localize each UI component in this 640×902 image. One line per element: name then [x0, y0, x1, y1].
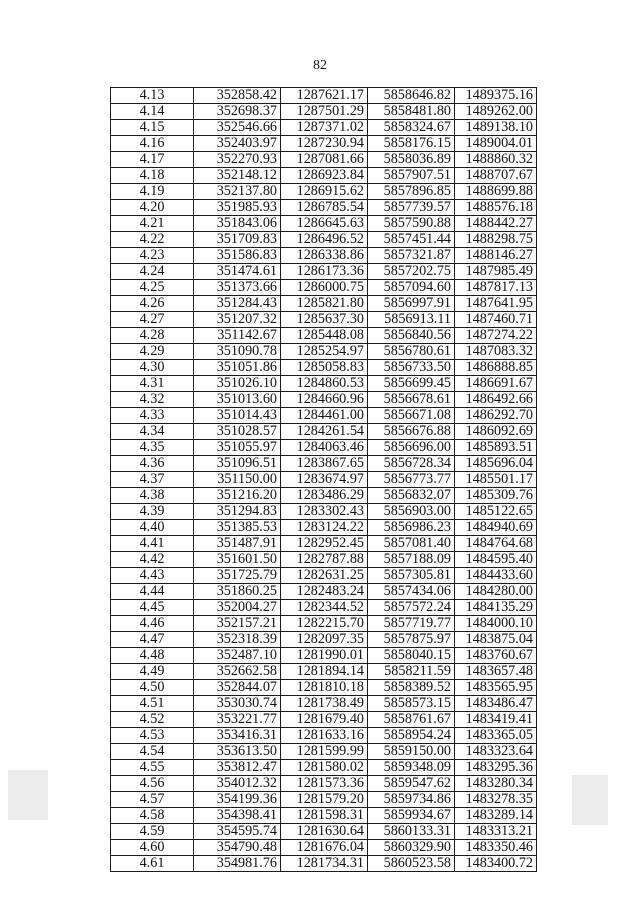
coordinate-cell: 1281579.20 [281, 792, 368, 808]
coordinate-cell: 352844.07 [194, 680, 281, 696]
coordinate-cell: 1484764.68 [455, 536, 537, 552]
coordinate-cell: 5857081.40 [368, 536, 455, 552]
point-id-cell: 4.29 [111, 344, 194, 360]
point-id-cell: 4.55 [111, 760, 194, 776]
point-id-cell: 4.33 [111, 408, 194, 424]
coordinate-cell: 1483657.48 [455, 664, 537, 680]
coordinate-cell: 1286173.36 [281, 264, 368, 280]
point-id-cell: 4.40 [111, 520, 194, 536]
table-row [111, 536, 537, 552]
coordinate-cell: 1287230.94 [281, 136, 368, 152]
coordinate-cell: 351487.91 [194, 536, 281, 552]
table-row [111, 472, 537, 488]
table-row [111, 488, 537, 504]
table-row [111, 248, 537, 264]
table-row [111, 312, 537, 328]
coordinate-cell: 5856997.91 [368, 296, 455, 312]
coordinate-cell: 1485696.04 [455, 456, 537, 472]
coordinate-cell: 1283302.43 [281, 504, 368, 520]
point-id-cell: 4.58 [111, 808, 194, 824]
coordinate-cell: 1283486.29 [281, 488, 368, 504]
coordinate-cell: 351586.83 [194, 248, 281, 264]
coordinate-cell: 352487.10 [194, 648, 281, 664]
coordinate-cell: 1483486.47 [455, 696, 537, 712]
coordinate-cell: 351860.25 [194, 584, 281, 600]
coordinate-cell: 1483280.34 [455, 776, 537, 792]
coordinate-cell: 351026.10 [194, 376, 281, 392]
point-id-cell: 4.60 [111, 840, 194, 856]
table-row [111, 440, 537, 456]
coordinate-cell: 1281599.99 [281, 744, 368, 760]
coordinate-cell: 5856773.77 [368, 472, 455, 488]
table-row [111, 88, 537, 104]
coordinate-cell: 1281676.04 [281, 840, 368, 856]
table-row [111, 744, 537, 760]
table-row [111, 504, 537, 520]
coordinate-cell: 1488298.75 [455, 232, 537, 248]
coordinate-cell: 1286645.63 [281, 216, 368, 232]
coordinate-cell: 5859934.67 [368, 808, 455, 824]
coordinate-cell: 5858573.15 [368, 696, 455, 712]
coordinate-cell: 5857202.75 [368, 264, 455, 280]
coordinate-cell: 1487083.32 [455, 344, 537, 360]
coordinate-cell: 1487274.22 [455, 328, 537, 344]
coordinate-cell: 1287081.66 [281, 152, 368, 168]
point-id-cell: 4.32 [111, 392, 194, 408]
coordinate-table-body [111, 88, 537, 872]
coordinate-cell: 5857875.97 [368, 632, 455, 648]
coordinate-cell: 1486888.85 [455, 360, 537, 376]
point-id-cell: 4.23 [111, 248, 194, 264]
coordinate-cell: 1281679.40 [281, 712, 368, 728]
point-id-cell: 4.31 [111, 376, 194, 392]
coordinate-cell: 5857094.60 [368, 280, 455, 296]
coordinate-cell: 5857590.88 [368, 216, 455, 232]
table-row [111, 520, 537, 536]
coordinate-cell: 1284063.46 [281, 440, 368, 456]
coordinate-cell: 1487985.49 [455, 264, 537, 280]
coordinate-cell: 1284660.96 [281, 392, 368, 408]
coordinate-cell: 351601.50 [194, 552, 281, 568]
coordinate-cell: 352004.27 [194, 600, 281, 616]
coordinate-cell: 1286785.54 [281, 200, 368, 216]
point-id-cell: 4.38 [111, 488, 194, 504]
table-row [111, 632, 537, 648]
coordinate-cell: 1284461.00 [281, 408, 368, 424]
table-row [111, 344, 537, 360]
coordinate-cell: 1487817.13 [455, 280, 537, 296]
point-id-cell: 4.26 [111, 296, 194, 312]
point-id-cell: 4.51 [111, 696, 194, 712]
coordinate-cell: 351090.78 [194, 344, 281, 360]
coordinate-cell: 5857907.51 [368, 168, 455, 184]
coordinate-cell: 1286000.75 [281, 280, 368, 296]
point-id-cell: 4.43 [111, 568, 194, 584]
coordinate-cell: 5858646.82 [368, 88, 455, 104]
coordinate-cell: 351725.79 [194, 568, 281, 584]
point-id-cell: 4.18 [111, 168, 194, 184]
coordinate-cell: 5858481.80 [368, 104, 455, 120]
coordinate-cell: 351028.57 [194, 424, 281, 440]
coordinate-cell: 354595.74 [194, 824, 281, 840]
coordinate-cell: 1483875.04 [455, 632, 537, 648]
coordinate-cell: 1281598.31 [281, 808, 368, 824]
page-number: 82 [313, 58, 327, 73]
coordinate-cell: 1287621.17 [281, 88, 368, 104]
point-id-cell: 4.14 [111, 104, 194, 120]
point-id-cell: 4.61 [111, 856, 194, 872]
coordinate-cell: 352403.97 [194, 136, 281, 152]
table-row [111, 712, 537, 728]
coordinate-cell: 1282344.52 [281, 600, 368, 616]
coordinate-cell: 1282787.88 [281, 552, 368, 568]
coordinate-cell: 5857188.09 [368, 552, 455, 568]
table-row [111, 568, 537, 584]
table-row [111, 392, 537, 408]
coordinate-table [110, 87, 537, 872]
coordinate-cell: 1489262.00 [455, 104, 537, 120]
table-row [111, 136, 537, 152]
coordinate-cell: 352148.12 [194, 168, 281, 184]
coordinate-cell: 5856676.88 [368, 424, 455, 440]
coordinate-cell: 1285821.80 [281, 296, 368, 312]
table-row [111, 376, 537, 392]
coordinate-cell: 1287371.02 [281, 120, 368, 136]
coordinate-cell: 1484135.29 [455, 600, 537, 616]
table-row [111, 456, 537, 472]
point-id-cell: 4.48 [111, 648, 194, 664]
point-id-cell: 4.20 [111, 200, 194, 216]
table-row [111, 152, 537, 168]
coordinate-cell: 5857572.24 [368, 600, 455, 616]
coordinate-cell: 1488442.27 [455, 216, 537, 232]
point-id-cell: 4.47 [111, 632, 194, 648]
point-id-cell: 4.24 [111, 264, 194, 280]
table-row [111, 584, 537, 600]
table-row [111, 728, 537, 744]
coordinate-cell: 351013.60 [194, 392, 281, 408]
table-row [111, 696, 537, 712]
scan-artifact-left [8, 770, 48, 820]
table-row [111, 824, 537, 840]
table-row [111, 792, 537, 808]
coordinate-cell: 1487460.71 [455, 312, 537, 328]
point-id-cell: 4.54 [111, 744, 194, 760]
coordinate-cell: 1483400.72 [455, 856, 537, 872]
point-id-cell: 4.36 [111, 456, 194, 472]
coordinate-cell: 351142.67 [194, 328, 281, 344]
coordinate-cell: 1489375.16 [455, 88, 537, 104]
coordinate-cell: 1286915.62 [281, 184, 368, 200]
table-row [111, 680, 537, 696]
table-row [111, 296, 537, 312]
coordinate-cell: 1485309.76 [455, 488, 537, 504]
point-id-cell: 4.19 [111, 184, 194, 200]
coordinate-cell: 5856840.56 [368, 328, 455, 344]
coordinate-cell: 1484000.10 [455, 616, 537, 632]
coordinate-cell: 351055.97 [194, 440, 281, 456]
point-id-cell: 4.39 [111, 504, 194, 520]
coordinate-cell: 1283867.65 [281, 456, 368, 472]
coordinate-cell: 1287501.29 [281, 104, 368, 120]
coordinate-cell: 1281894.14 [281, 664, 368, 680]
coordinate-cell: 5858954.24 [368, 728, 455, 744]
coordinate-cell: 1483760.67 [455, 648, 537, 664]
coordinate-cell: 5856728.34 [368, 456, 455, 472]
point-id-cell: 4.15 [111, 120, 194, 136]
coordinate-cell: 351843.06 [194, 216, 281, 232]
coordinate-cell: 5857739.57 [368, 200, 455, 216]
point-id-cell: 4.16 [111, 136, 194, 152]
coordinate-cell: 1487641.95 [455, 296, 537, 312]
coordinate-cell: 5857321.87 [368, 248, 455, 264]
coordinate-cell: 1489138.10 [455, 120, 537, 136]
coordinate-cell: 352137.80 [194, 184, 281, 200]
coordinate-cell: 1283124.22 [281, 520, 368, 536]
point-id-cell: 4.30 [111, 360, 194, 376]
coordinate-cell: 1486492.66 [455, 392, 537, 408]
coordinate-cell: 5856913.11 [368, 312, 455, 328]
table-row [111, 264, 537, 280]
coordinate-cell: 353812.47 [194, 760, 281, 776]
coordinate-cell: 5860329.90 [368, 840, 455, 856]
point-id-cell: 4.42 [111, 552, 194, 568]
coordinate-cell: 1483323.64 [455, 744, 537, 760]
coordinate-cell: 1281990.01 [281, 648, 368, 664]
coordinate-cell: 5859547.62 [368, 776, 455, 792]
point-id-cell: 4.56 [111, 776, 194, 792]
coordinate-cell: 351474.61 [194, 264, 281, 280]
coordinate-cell: 352157.21 [194, 616, 281, 632]
coordinate-cell: 5856671.08 [368, 408, 455, 424]
coordinate-cell: 352858.42 [194, 88, 281, 104]
table-row [111, 808, 537, 824]
coordinate-cell: 1483313.21 [455, 824, 537, 840]
coordinate-cell: 351284.43 [194, 296, 281, 312]
coordinate-cell: 1281580.02 [281, 760, 368, 776]
point-id-cell: 4.57 [111, 792, 194, 808]
table-row [111, 280, 537, 296]
table-row [111, 600, 537, 616]
point-id-cell: 4.17 [111, 152, 194, 168]
table-row [111, 408, 537, 424]
coordinate-cell: 5856696.00 [368, 440, 455, 456]
coordinate-cell: 351096.51 [194, 456, 281, 472]
table-row [111, 776, 537, 792]
point-id-cell: 4.52 [111, 712, 194, 728]
coordinate-cell: 351709.83 [194, 232, 281, 248]
point-id-cell: 4.27 [111, 312, 194, 328]
coordinate-cell: 5856780.61 [368, 344, 455, 360]
coordinate-cell: 1484595.40 [455, 552, 537, 568]
table-row [111, 200, 537, 216]
coordinate-cell: 5858324.67 [368, 120, 455, 136]
table-row [111, 760, 537, 776]
coordinate-cell: 352318.39 [194, 632, 281, 648]
coordinate-cell: 1484940.69 [455, 520, 537, 536]
coordinate-cell: 351216.20 [194, 488, 281, 504]
coordinate-cell: 5859348.09 [368, 760, 455, 776]
table-row [111, 424, 537, 440]
coordinate-cell: 1281810.18 [281, 680, 368, 696]
coordinate-cell: 354012.32 [194, 776, 281, 792]
table-row [111, 664, 537, 680]
coordinate-cell: 1281573.36 [281, 776, 368, 792]
coordinate-cell: 1488860.32 [455, 152, 537, 168]
coordinate-cell: 1486691.67 [455, 376, 537, 392]
coordinate-cell: 1488699.88 [455, 184, 537, 200]
coordinate-cell: 1286338.86 [281, 248, 368, 264]
table-row [111, 552, 537, 568]
coordinate-cell: 5857451.44 [368, 232, 455, 248]
coordinate-cell: 5856733.50 [368, 360, 455, 376]
point-id-cell: 4.28 [111, 328, 194, 344]
coordinate-cell: 1282631.25 [281, 568, 368, 584]
coordinate-cell: 1488146.27 [455, 248, 537, 264]
coordinate-cell: 5856699.45 [368, 376, 455, 392]
coordinate-cell: 1286923.84 [281, 168, 368, 184]
coordinate-cell: 1285254.97 [281, 344, 368, 360]
coordinate-cell: 1281734.31 [281, 856, 368, 872]
point-id-cell: 4.59 [111, 824, 194, 840]
coordinate-cell: 1485501.17 [455, 472, 537, 488]
point-id-cell: 4.22 [111, 232, 194, 248]
coordinate-cell: 5860133.31 [368, 824, 455, 840]
table-row [111, 856, 537, 872]
coordinate-cell: 351051.86 [194, 360, 281, 376]
table-row [111, 120, 537, 136]
coordinate-cell: 1486092.69 [455, 424, 537, 440]
point-id-cell: 4.46 [111, 616, 194, 632]
coordinate-cell: 1484280.00 [455, 584, 537, 600]
coordinate-cell: 351014.43 [194, 408, 281, 424]
point-id-cell: 4.45 [111, 600, 194, 616]
coordinate-cell: 5857896.85 [368, 184, 455, 200]
coordinate-cell: 1283674.97 [281, 472, 368, 488]
coordinate-cell: 352546.66 [194, 120, 281, 136]
point-id-cell: 4.25 [111, 280, 194, 296]
coordinate-cell: 5856903.00 [368, 504, 455, 520]
coordinate-cell: 1489004.01 [455, 136, 537, 152]
table-row [111, 168, 537, 184]
coordinate-cell: 5857719.77 [368, 616, 455, 632]
coordinate-cell: 5858389.52 [368, 680, 455, 696]
coordinate-cell: 351385.53 [194, 520, 281, 536]
coordinate-cell: 1485893.51 [455, 440, 537, 456]
coordinate-cell: 353030.74 [194, 696, 281, 712]
coordinate-cell: 5856678.61 [368, 392, 455, 408]
coordinate-cell: 1483295.36 [455, 760, 537, 776]
coordinate-cell: 351150.00 [194, 472, 281, 488]
coordinate-cell: 5858211.59 [368, 664, 455, 680]
coordinate-cell: 354398.41 [194, 808, 281, 824]
coordinate-cell: 1282097.35 [281, 632, 368, 648]
point-id-cell: 4.21 [111, 216, 194, 232]
coordinate-cell: 353613.50 [194, 744, 281, 760]
coordinate-cell: 1285448.08 [281, 328, 368, 344]
coordinate-cell: 5858176.15 [368, 136, 455, 152]
table-row [111, 360, 537, 376]
coordinate-cell: 1483350.46 [455, 840, 537, 856]
coordinate-cell: 1284860.53 [281, 376, 368, 392]
coordinate-cell: 1484433.60 [455, 568, 537, 584]
point-id-cell: 4.49 [111, 664, 194, 680]
coordinate-cell: 1281738.49 [281, 696, 368, 712]
point-id-cell: 4.35 [111, 440, 194, 456]
table-row [111, 104, 537, 120]
coordinate-cell: 352270.93 [194, 152, 281, 168]
coordinate-cell: 1483365.05 [455, 728, 537, 744]
coordinate-cell: 1485122.65 [455, 504, 537, 520]
coordinate-cell: 5858040.15 [368, 648, 455, 664]
coordinate-cell: 5856832.07 [368, 488, 455, 504]
coordinate-cell: 1486292.70 [455, 408, 537, 424]
coordinate-cell: 353416.31 [194, 728, 281, 744]
coordinate-cell: 351985.93 [194, 200, 281, 216]
coordinate-cell: 5858761.67 [368, 712, 455, 728]
point-id-cell: 4.41 [111, 536, 194, 552]
coordinate-cell: 1281633.16 [281, 728, 368, 744]
coordinate-cell: 1488707.67 [455, 168, 537, 184]
point-id-cell: 4.50 [111, 680, 194, 696]
coordinate-cell: 354790.48 [194, 840, 281, 856]
coordinate-cell: 5857305.81 [368, 568, 455, 584]
coordinate-cell: 5859734.86 [368, 792, 455, 808]
coordinate-cell: 1483565.95 [455, 680, 537, 696]
point-id-cell: 4.37 [111, 472, 194, 488]
coordinate-cell: 5856986.23 [368, 520, 455, 536]
table-row [111, 216, 537, 232]
coordinate-cell: 351207.32 [194, 312, 281, 328]
coordinate-cell: 1488576.18 [455, 200, 537, 216]
coordinate-cell: 352698.37 [194, 104, 281, 120]
coordinate-cell: 1282483.24 [281, 584, 368, 600]
coordinate-cell: 1285637.30 [281, 312, 368, 328]
coordinate-cell: 5859150.00 [368, 744, 455, 760]
coordinate-cell: 353221.77 [194, 712, 281, 728]
table-row [111, 840, 537, 856]
coordinate-cell: 1483289.14 [455, 808, 537, 824]
coordinate-cell: 1285058.83 [281, 360, 368, 376]
coordinate-cell: 351373.66 [194, 280, 281, 296]
coordinate-cell: 1483278.35 [455, 792, 537, 808]
table-row [111, 328, 537, 344]
coordinate-cell: 1282215.70 [281, 616, 368, 632]
coordinate-cell: 5858036.89 [368, 152, 455, 168]
table-row [111, 232, 537, 248]
table-row [111, 616, 537, 632]
coordinate-cell: 1282952.45 [281, 536, 368, 552]
coordinate-cell: 1284261.54 [281, 424, 368, 440]
coordinate-cell: 5857434.06 [368, 584, 455, 600]
point-id-cell: 4.34 [111, 424, 194, 440]
coordinate-cell: 1281630.64 [281, 824, 368, 840]
scan-artifact-right [572, 775, 608, 825]
coordinate-cell: 351294.83 [194, 504, 281, 520]
table-row [111, 184, 537, 200]
table-row [111, 648, 537, 664]
coordinate-cell: 5860523.58 [368, 856, 455, 872]
point-id-cell: 4.44 [111, 584, 194, 600]
point-id-cell: 4.13 [111, 88, 194, 104]
coordinate-cell: 354981.76 [194, 856, 281, 872]
point-id-cell: 4.53 [111, 728, 194, 744]
coordinate-cell: 354199.36 [194, 792, 281, 808]
coordinate-cell: 1483419.41 [455, 712, 537, 728]
coordinate-cell: 1286496.52 [281, 232, 368, 248]
coordinate-cell: 352662.58 [194, 664, 281, 680]
